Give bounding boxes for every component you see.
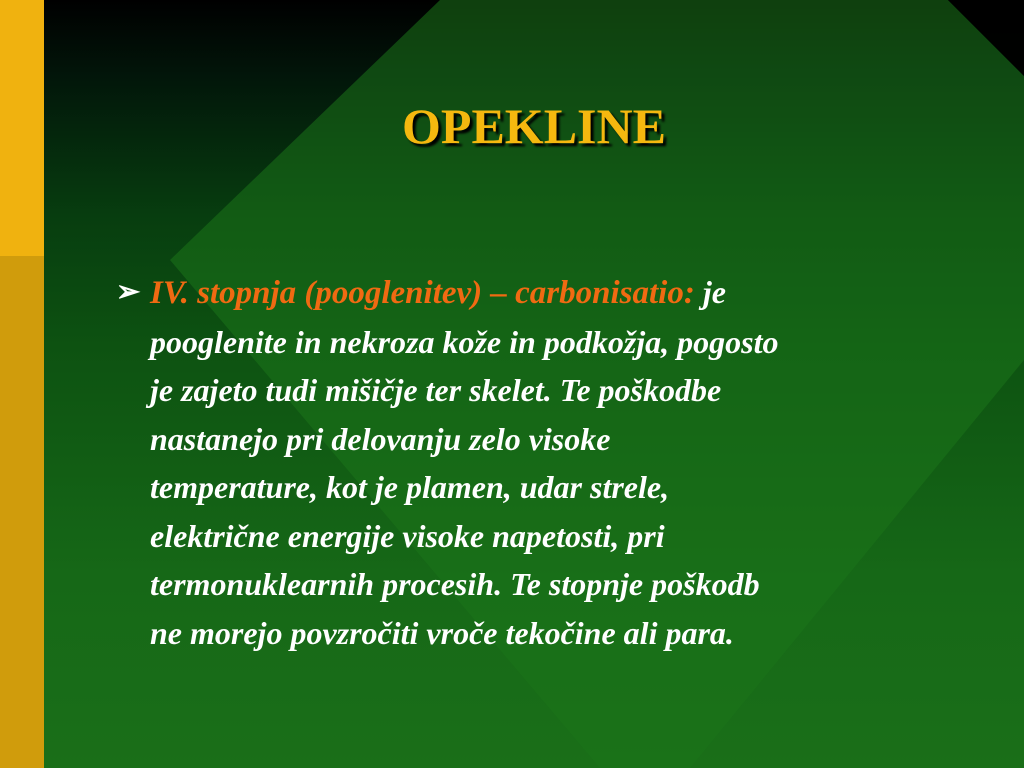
bullet-body-line: nastanejo pri delovanju zelo visoke (150, 420, 611, 457)
bullet-body-line: pooglenite in nekroza kože in podkožja, pogosto (150, 323, 779, 360)
slide-title: OPEKLINE (402, 98, 666, 154)
bullet-body-line: temperature, kot je plamen, udar strele, (150, 469, 670, 505)
bullet-first-line (150, 268, 936, 318)
bullet-lead-text: IV. stopnja (pooglenitev) – carbonisatio: (150, 275, 695, 311)
bullet-body-line: električne energije visoke napetosti, pri (150, 517, 665, 554)
bullet-first-line-rest: je (694, 274, 726, 310)
bullet-item (116, 268, 936, 657)
bullet-body-line: ne morejo povzročiti vroče tekočine ali para. (150, 614, 734, 651)
bullet-body-line: je zajeto tudi mišičje ter skelet. Te poškodbe (150, 372, 722, 408)
arrow-bullet-icon: ➢ (116, 276, 141, 308)
bullet-text (150, 268, 936, 657)
bullet-body-line: termonuklearnih procesih. Te stopnje poškodb (150, 566, 760, 602)
